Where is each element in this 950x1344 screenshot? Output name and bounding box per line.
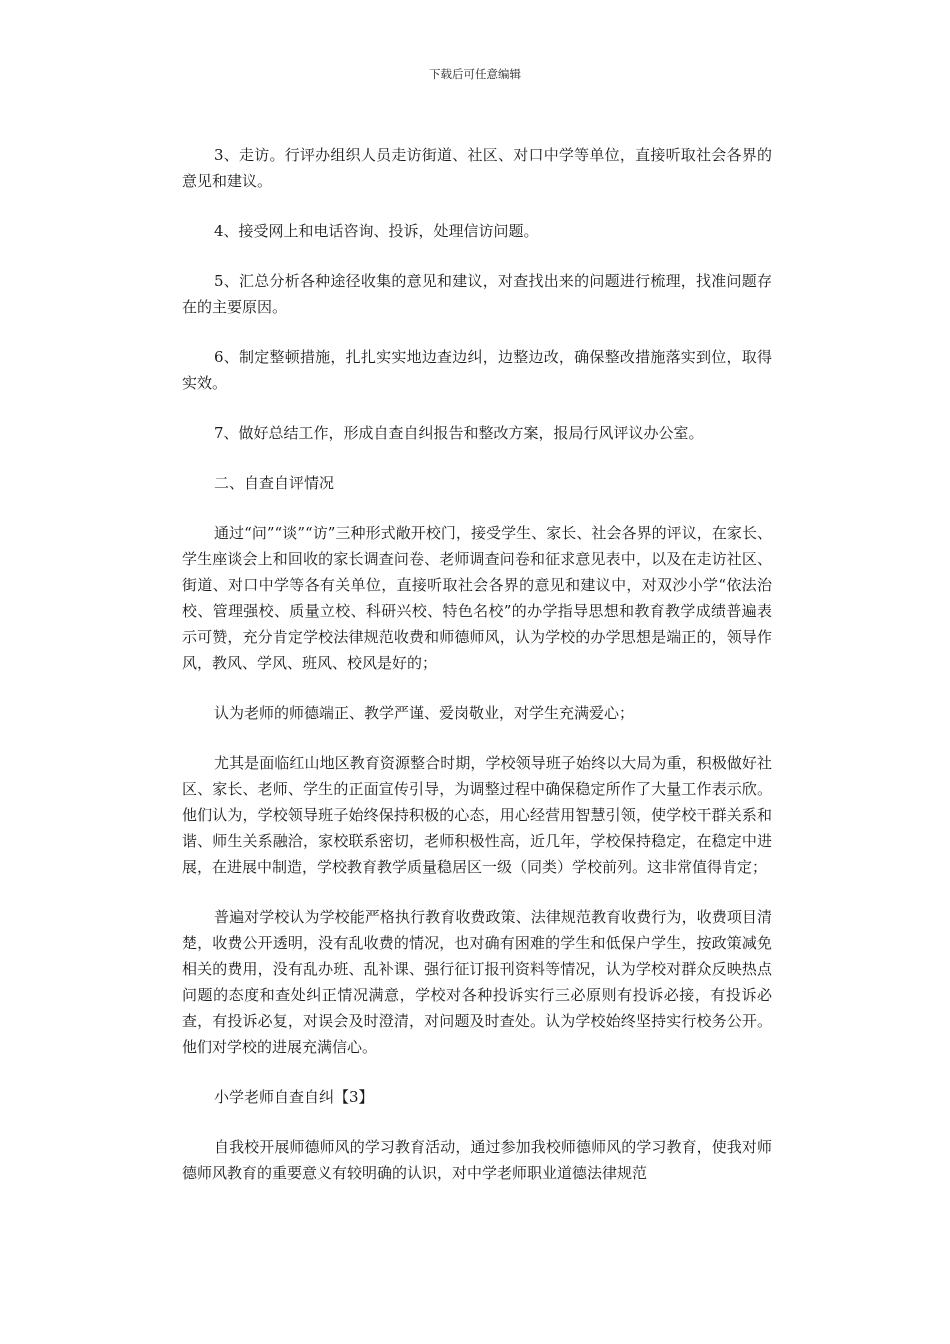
- paragraph-teacher-ethics: 认为老师的师德端正、教学严谨、爱岗敬业，对学生充满爱心；: [214, 704, 635, 722]
- paragraph-item-5-analyze: 5、汇总分析各种途径收集的意见和建议，对查找出来的问题进行梳理，找准问题存在的主要原因。: [182, 272, 772, 316]
- paragraph-item-6-measures: 6、制定整顿措施，扎扎实实地边查边纠，边整边改，确保整改措施落实到位，取得实效。: [182, 348, 772, 392]
- paragraph-leadership: 尤其是面临红山地区教育资源整合时期，学校领导班子始终以大局为重，积极做好社区、家长、老师、学生的正面宣传引导，为调整过程中确保稳定所作了大量工作表示欣。他们认为，学校领导班子始终保持积极的心态，用心经营用智慧引领，使学校干群关系和谐、师生关系融洽，家校联系密切，老师积极性高，近几年，学校保持稳定，在稳定中进展，在进展中制造，学校教育教学质量稳居区一级（同类）学校前列。这非常值得肯定；: [182, 754, 772, 876]
- paragraph-item-3-visit: 3、走访。行评办组织人员走访街道、社区、对口中学等单位，直接听取社会各界的意见和建议。: [182, 146, 772, 190]
- document-body: [182, 142, 772, 1210]
- paragraph-item-7-summary: 7、做好总结工作，形成自查自纠报告和整改方案，报局行风评议办公室。: [214, 424, 704, 442]
- section-heading-part-3: 小学老师自查自纠【3】: [214, 1088, 374, 1106]
- paragraph-evaluation-overview: 通过“问”“谈”“访”三种形式敞开校门，接受学生、家长、社会各界的评议，在家长、学生座谈会上和回收的家长调查问卷、老师调查问卷和征求意见表中，以及在走访社区、街道、对口中学等各有关单位，直接听取社会各界的意见和建议中，对双沙小学“依法治校、管理强校、质量立校、科研兴校、特色名校”的办学指导思想和教育教学成绩普遍表示可赞，充分肯定学校法律规范收费和师德师风，认为学校的办学思想是端正的，领导作风，教风、学风、班风、校风是好的；: [182, 524, 772, 672]
- page-header: 下载后可任意编辑: [429, 67, 521, 81]
- section-heading-self-evaluation: 二、自查自评情况: [214, 474, 335, 492]
- paragraph-item-4-consult: 4、接受网上和电话咨询、投诉，处理信访问题。: [214, 222, 539, 240]
- paragraph-fees: 普遍对学校认为学校能严格执行教育收费政策、法律规范教育收费行为，收费项目清楚，收费公开透明，没有乱收费的情况，也对确有困难的学生和低保户学生，按政策减免相关的费用，没有乱办班、乱补课、强行征订报刊资料等情况，认为学校对群众反映热点问题的态度和查处纠正情况满意，学校对各种投诉实行三必原则有投诉必接，有投诉必查，有投诉必复，对误会及时澄清，对问题及时查处。认为学校始终坚持实行校务公开。他们对学校的进展充满信心。: [182, 908, 772, 1056]
- paragraph-self-study: 自我校开展师德师风的学习教育活动，通过参加我校师德师风的学习教育，使我对师德师风教育的重要意义有较明确的认识，对中学老师职业道德法律规范: [182, 1138, 772, 1182]
